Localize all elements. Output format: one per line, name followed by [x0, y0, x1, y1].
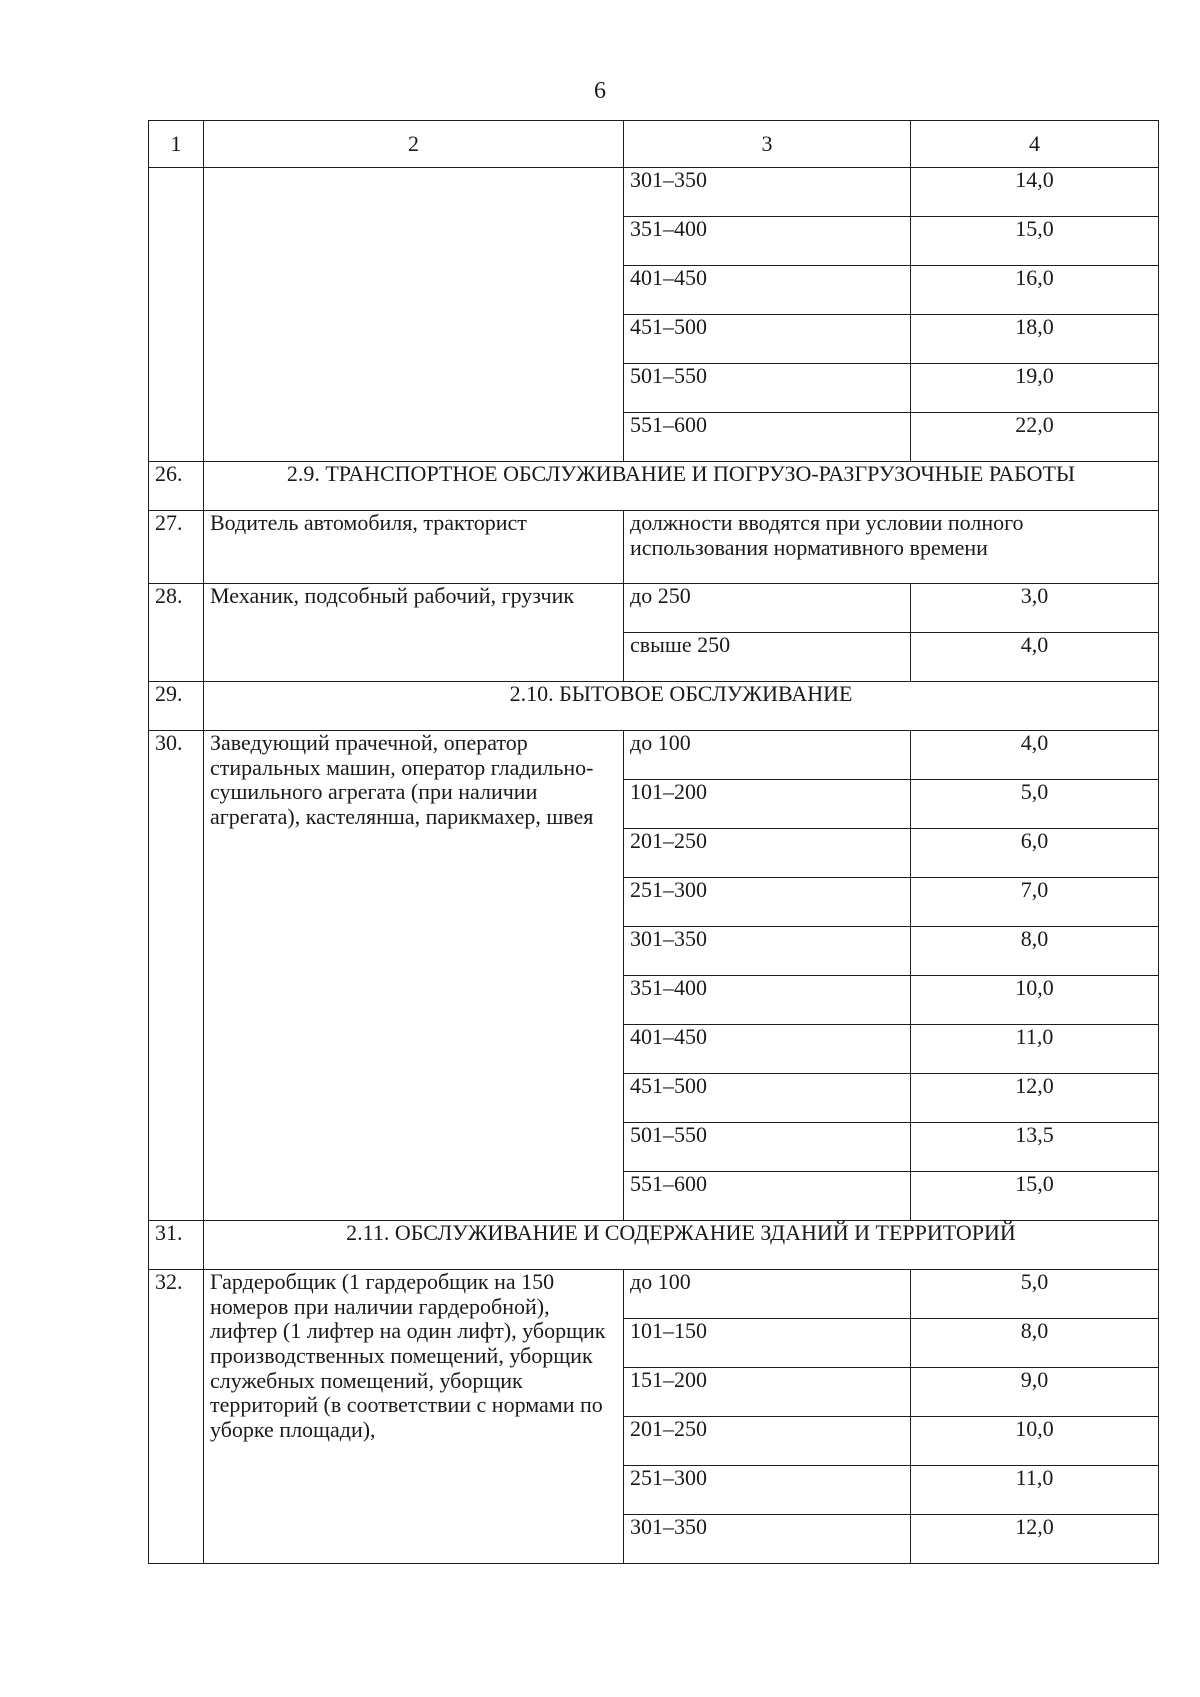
table-row [149, 731, 1159, 780]
range-cell: 451–500 [624, 315, 911, 364]
range-cell: до 100 [624, 1270, 911, 1319]
position-note: должности вводятся при условии полного использования нормативного времени [624, 511, 1159, 584]
range-cell: 301–350 [624, 927, 911, 976]
section-row [149, 1221, 1159, 1270]
empty-name-cell [204, 168, 624, 462]
range-cell: 301–350 [624, 168, 911, 217]
row-number: 26. [149, 462, 204, 511]
range-cell: 501–550 [624, 1123, 911, 1172]
section-title: 2.10. БЫТОВОЕ ОБСЛУЖИВАНИЕ [204, 682, 1159, 731]
section-row [149, 682, 1159, 731]
value-cell: 15,0 [911, 217, 1159, 266]
value-cell: 3,0 [911, 584, 1159, 633]
range-cell: 501–550 [624, 364, 911, 413]
range-cell: 151–200 [624, 1368, 911, 1417]
range-cell: 451–500 [624, 1074, 911, 1123]
column-header-4: 4 [911, 121, 1159, 168]
value-cell: 4,0 [911, 633, 1159, 682]
table-row [149, 1270, 1159, 1319]
range-cell: 401–450 [624, 266, 911, 315]
range-cell: 401–450 [624, 1025, 911, 1074]
row-number: 27. [149, 511, 204, 584]
range-cell: 101–150 [624, 1319, 911, 1368]
range-cell: 551–600 [624, 1172, 911, 1221]
value-cell: 11,0 [911, 1466, 1159, 1515]
value-cell: 10,0 [911, 1417, 1159, 1466]
section-title: 2.11. ОБСЛУЖИВАНИЕ И СОДЕРЖАНИЕ ЗДАНИЙ И ТЕРРИТОРИЙ [204, 1221, 1159, 1270]
value-cell: 19,0 [911, 364, 1159, 413]
value-cell: 11,0 [911, 1025, 1159, 1074]
table-row [149, 584, 1159, 633]
value-cell: 15,0 [911, 1172, 1159, 1221]
position-name: Водитель автомобиля, тракторист [204, 511, 624, 584]
range-cell: 201–250 [624, 829, 911, 878]
position-name: Механик, подсобный рабочий, грузчик [204, 584, 624, 682]
range-cell: 551–600 [624, 413, 911, 462]
empty-num-cell [149, 168, 204, 462]
table-row [149, 511, 1159, 584]
value-cell: 16,0 [911, 266, 1159, 315]
value-cell: 12,0 [911, 1074, 1159, 1123]
section-title: 2.9. ТРАНСПОРТНОЕ ОБСЛУЖИВАНИЕ И ПОГРУЗО-РАЗГРУЗОЧНЫЕ РАБОТЫ [204, 462, 1159, 511]
row-number: 30. [149, 731, 204, 1221]
value-cell: 5,0 [911, 780, 1159, 829]
value-cell: 13,5 [911, 1123, 1159, 1172]
range-cell: до 100 [624, 731, 911, 780]
value-cell: 22,0 [911, 413, 1159, 462]
value-cell: 14,0 [911, 168, 1159, 217]
range-cell: 201–250 [624, 1417, 911, 1466]
value-cell: 8,0 [911, 1319, 1159, 1368]
range-cell: 251–300 [624, 878, 911, 927]
row-number: 29. [149, 682, 204, 731]
row-number: 31. [149, 1221, 204, 1270]
value-cell: 8,0 [911, 927, 1159, 976]
row-number: 32. [149, 1270, 204, 1564]
value-cell: 6,0 [911, 829, 1159, 878]
column-header-3: 3 [624, 121, 911, 168]
staffing-table [148, 120, 1159, 1564]
range-cell: до 250 [624, 584, 911, 633]
page-number: 6 [594, 78, 606, 104]
value-cell: 9,0 [911, 1368, 1159, 1417]
section-row [149, 462, 1159, 511]
table-row [149, 168, 1159, 217]
range-cell: 351–400 [624, 976, 911, 1025]
row-number: 28. [149, 584, 204, 682]
table-header-row [149, 121, 1159, 168]
range-cell: свыше 250 [624, 633, 911, 682]
position-name: Заведующий прачечной, оператор стиральных машин, оператор гладильно-сушильного агрегата (при наличии агрегата), кастелянша, парикмахер, швея [204, 731, 624, 1221]
value-cell: 5,0 [911, 1270, 1159, 1319]
range-cell: 101–200 [624, 780, 911, 829]
column-header-2: 2 [204, 121, 624, 168]
column-header-1: 1 [149, 121, 204, 168]
value-cell: 12,0 [911, 1515, 1159, 1564]
range-cell: 301–350 [624, 1515, 911, 1564]
value-cell: 10,0 [911, 976, 1159, 1025]
range-cell: 251–300 [624, 1466, 911, 1515]
range-cell: 351–400 [624, 217, 911, 266]
value-cell: 4,0 [911, 731, 1159, 780]
value-cell: 7,0 [911, 878, 1159, 927]
value-cell: 18,0 [911, 315, 1159, 364]
position-name: Гардеробщик (1 гардеробщик на 150 номеров при наличии гардеробной), лифтер (1 лифтер на один лифт), уборщик производственных помещений, уборщик служебных помещений, уборщик территорий (в соответствии с нормами по уборке площади), [204, 1270, 624, 1564]
